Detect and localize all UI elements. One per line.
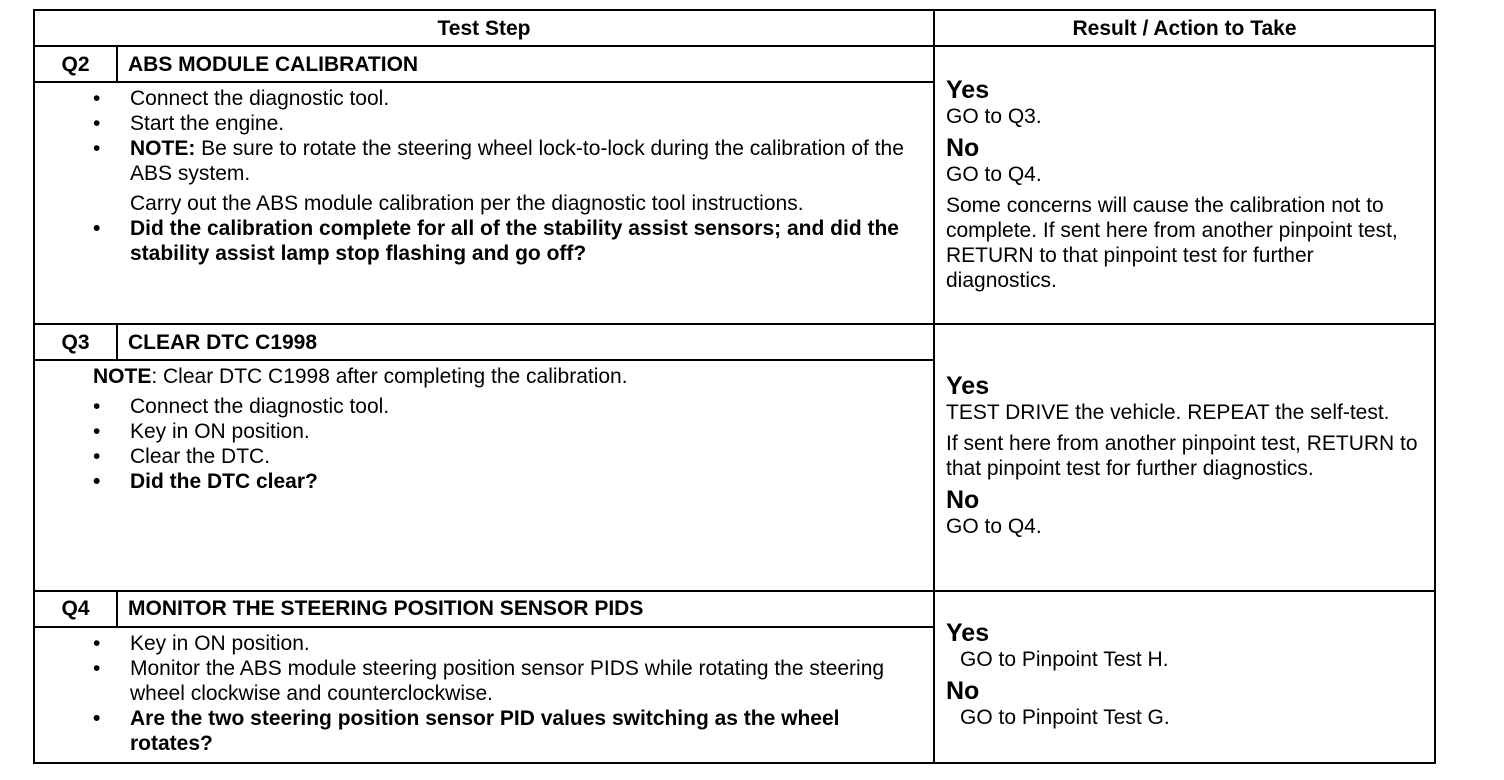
list-item — [130, 706, 925, 756]
q2-note-text: Be sure to rotate the steering wheel lock-to-lock during the calibration of the ABS system. — [130, 137, 904, 186]
q2-question: Did the calibration complete for all of the stability assist sensors; and did the stability assist lamp stop flashing and go off? — [130, 217, 899, 266]
q4-step-key-on: Key in ON position. — [130, 631, 310, 655]
q3-step-connect: Connect the diagnostic tool. — [130, 395, 390, 419]
q3-note — [93, 364, 925, 389]
q2-no-action: GO to Q4. — [946, 163, 1042, 187]
header-test-step: Test Step — [34, 10, 934, 46]
q3-note-label: NOTE — [93, 365, 152, 389]
q3-step-list — [130, 394, 925, 494]
q3-question: Did the DTC clear? — [130, 470, 318, 494]
q4-result-cell — [934, 591, 1435, 763]
q3-no-action: GO to Q4. — [946, 515, 1042, 539]
q2-carry-out: Carry out the ABS module calibration per the diagnostic tool instructions. — [130, 192, 804, 216]
q3-number: Q3 — [34, 324, 117, 360]
pinpoint-test-table — [33, 9, 1436, 764]
q2-steps-cell — [34, 82, 934, 324]
q4-steps-cell — [34, 627, 934, 763]
q3-yes-note: If sent here from another pinpoint test, RETURN to that pinpoint test for further diagnostics. — [946, 432, 1418, 481]
q3-step-key-on: Key in ON position. — [130, 420, 310, 444]
q4-step-monitor: Monitor the ABS module steering position sensor PIDS while rotating the steering wheel clockwise and counterclockwise. — [130, 656, 885, 705]
list-item — [130, 419, 925, 444]
header-row — [34, 10, 1435, 46]
q4-no-label: No — [946, 677, 980, 706]
q4-yes-label: Yes — [946, 619, 990, 648]
list-item — [130, 444, 925, 469]
q3-steps-cell — [34, 360, 934, 590]
q2-title: ABS MODULE CALIBRATION — [117, 46, 934, 82]
q2-no-label: No — [946, 134, 980, 163]
q2-title-row — [34, 46, 1435, 82]
q2-yes-action: GO to Q3. — [946, 105, 1042, 129]
q2-yes-label: Yes — [946, 76, 990, 105]
q2-number: Q2 — [34, 46, 117, 82]
q3-title-row — [34, 324, 1435, 360]
list-item — [130, 394, 925, 419]
q3-note-text: : Clear DTC C1998 after completing the calibration. — [151, 365, 628, 389]
q4-step-list — [130, 631, 925, 756]
q3-no-label: No — [946, 486, 980, 515]
q4-title-row — [34, 591, 1435, 627]
list-item — [130, 469, 925, 494]
q4-number: Q4 — [34, 591, 117, 627]
q4-yes-action: GO to Pinpoint Test H. — [960, 648, 1169, 672]
q4-title: MONITOR THE STEERING POSITION SENSOR PIDS — [117, 591, 934, 627]
q4-question: Are the two steering position sensor PID values switching as the wheel rotates? — [130, 706, 840, 755]
q2-step-connect: Connect the diagnostic tool. — [130, 87, 390, 111]
q3-title: CLEAR DTC C1998 — [117, 324, 934, 360]
list-item — [130, 656, 925, 706]
list-item — [130, 111, 925, 136]
list-item — [130, 631, 925, 656]
q2-result-cell — [934, 46, 1435, 324]
list-item — [130, 136, 925, 216]
q2-note-label: NOTE: — [130, 137, 196, 161]
q3-result-cell — [934, 324, 1435, 590]
q2-step-start-engine: Start the engine. — [130, 112, 285, 136]
q3-yes-action: TEST DRIVE the vehicle. REPEAT the self-test. — [946, 401, 1390, 425]
q3-step-clear-dtc: Clear the DTC. — [130, 445, 271, 469]
q2-no-note: Some concerns will cause the calibration not to complete. If sent here from another pinpoint test, RETURN to that pinpoint test for further diagnostics. — [946, 194, 1398, 293]
q2-step-list — [130, 86, 925, 266]
header-result-action: Result / Action to Take — [934, 10, 1435, 46]
q3-yes-label: Yes — [946, 372, 990, 401]
list-item — [130, 216, 925, 266]
q4-no-action: GO to Pinpoint Test G. — [960, 706, 1170, 730]
list-item — [130, 86, 925, 111]
